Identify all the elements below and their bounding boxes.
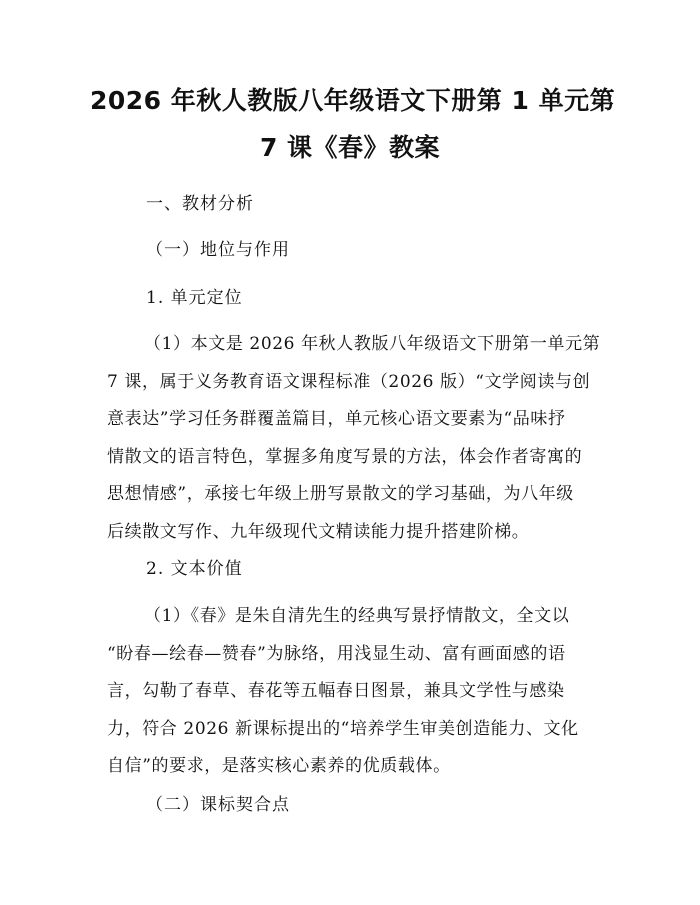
paragraph-text-value xyxy=(107,598,607,786)
subsection-heading-role: （一）地位与作用 xyxy=(146,240,290,260)
subsection-heading-curriculum-fit: （二）课标契合点 xyxy=(146,795,290,815)
paragraph-unit-position xyxy=(107,326,607,552)
paragraph-line: 后续散文写作、九年级现代文精读能力提升搭建阶梯。 xyxy=(107,521,530,542)
paragraph-line: 意表达”学习任务群覆盖篇目，单元核心语文要素为“品味抒 xyxy=(107,409,566,430)
item-heading-text-value: 2. 文本价值 xyxy=(146,559,243,579)
paragraph-line: 言，勾勒了春草、春花等五幅春日图景，兼具文学性与感染 xyxy=(107,681,565,702)
paragraph-line: 7 课，属于义务教育语文课程标准（2026 版）“文学阅读与创 xyxy=(107,371,591,392)
paragraph-line: （1）《春》是朱自清先生的经典写景抒情散文，全文以 xyxy=(144,606,570,626)
paragraph-line: “盼春—绘春—赞春”为脉络，用浅显生动、富有画面感的语 xyxy=(107,643,566,664)
document-title-line-1: 2026 年秋人教版八年级语文下册第 1 单元第 xyxy=(90,86,616,115)
paragraph-line: 思想情感”，承接七年级上册写景散文的学习基础，为八年级 xyxy=(107,484,574,505)
paragraph-line: （1）本文是 2026 年秋人教版八年级语文下册第一单元第 xyxy=(144,334,601,354)
paragraph-line: 力，符合 2026 新课标提出的“培养学生审美创造能力、文化 xyxy=(107,718,579,739)
item-heading-unit-position: 1. 单元定位 xyxy=(146,288,243,308)
paragraph-line: 自信”的要求，是落实核心素养的优质载体。 xyxy=(107,756,451,777)
document-title-line-2: 7 课《春》教案 xyxy=(259,133,441,162)
section-heading-textbook-analysis: 一、教材分析 xyxy=(146,194,254,214)
paragraph-line: 情散文的语言特色，掌握多角度写景的方法，体会作者寄寓的 xyxy=(107,446,583,467)
